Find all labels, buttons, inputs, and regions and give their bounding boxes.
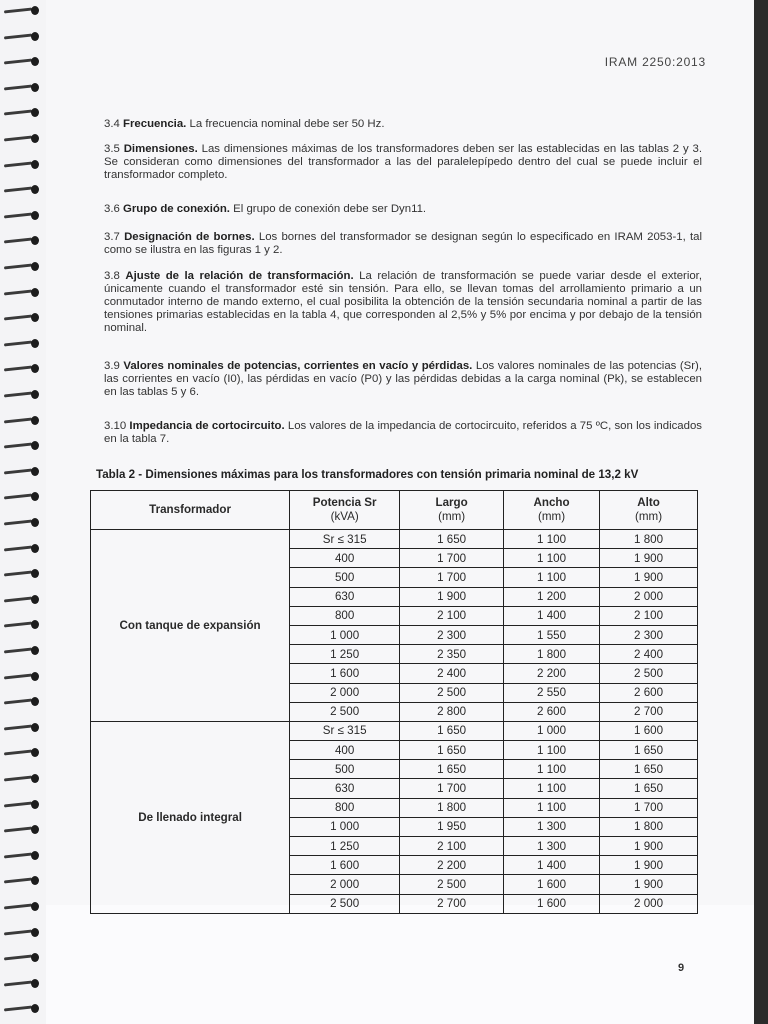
column-header: Transformador (91, 491, 290, 530)
section-number: 3.8 (104, 270, 120, 282)
page-number: 9 (678, 962, 685, 974)
section-number: 3.4 (104, 118, 120, 130)
table-cell: 2 350 (400, 645, 504, 664)
table-cell: 2 200 (504, 664, 600, 683)
table-cell: 2 200 (400, 856, 504, 875)
section-number: 3.9 (104, 360, 120, 372)
table-cell: 2 300 (600, 625, 698, 644)
table-cell: 1 250 (290, 645, 400, 664)
table-cell: 2 500 (290, 702, 400, 721)
binding-ring (4, 851, 38, 861)
section-text: La relación de transformación se puede variar desde el exterior, únicamente cuando el transformador esté sin tensión. Para ello, se llevan tomas del arrollamiento primario a un conmutador interno de mando externo, el cual posibilita la obtención de la tensión secundaria nominal a partir de las tensiones primarias establecidas en la tabla 4, que corresponden al 2,5% y 5% por encima y por debajo de la tensión nominal. (104, 270, 703, 334)
table-cell: 1 600 (290, 856, 400, 875)
column-header: Potencia Sr (kVA) (290, 491, 400, 530)
binding-ring (4, 595, 38, 605)
table-cell: 800 (290, 606, 400, 625)
binding-ring (4, 467, 38, 477)
table-cell: 1 800 (600, 817, 698, 836)
binding-ring (4, 339, 38, 349)
section-heading: Dimensiones. (123, 143, 198, 155)
binding-ring (4, 979, 38, 989)
binding-ring (4, 774, 38, 784)
table-cell: 1 600 (504, 894, 600, 913)
section-3-9 (104, 360, 702, 399)
table-cell: 1 600 (290, 664, 400, 683)
binding-ring (4, 57, 38, 67)
table-cell: 1 700 (600, 798, 698, 817)
table-cell: 2 500 (400, 875, 504, 894)
table-cell: 1 900 (600, 549, 698, 568)
table-cell: 1 700 (400, 549, 504, 568)
binding-ring (4, 646, 38, 656)
binding-ring (4, 697, 38, 707)
binding-ring (4, 1004, 38, 1014)
table-cell: 1 100 (504, 741, 600, 760)
table-cell: 1 600 (600, 721, 698, 740)
binding-ring (4, 390, 38, 400)
table-cell: 1 650 (600, 741, 698, 760)
table-cell: 1 000 (290, 817, 400, 836)
table-cell: 2 500 (600, 664, 698, 683)
binding-ring (4, 492, 38, 502)
binding-ring (4, 723, 38, 733)
section-heading: Impedancia de cortocircuito. (129, 420, 285, 432)
section-3-8 (104, 270, 702, 335)
binding-ring (4, 160, 38, 170)
table-cell: 2 400 (600, 645, 698, 664)
table-cell: 1 200 (504, 587, 600, 606)
table-cell: 500 (290, 568, 400, 587)
table-cell: 400 (290, 549, 400, 568)
section-text: Los bornes del transformador se designan según lo especificado en IRAM 2053-1, tal como se ilustra en las figuras 1 y 2. (104, 231, 702, 256)
table-cell: 1 250 (290, 837, 400, 856)
table-cell: 1 100 (504, 779, 600, 798)
table-cell: 2 100 (400, 606, 504, 625)
table-cell: 1 650 (600, 779, 698, 798)
table-cell: 1 300 (504, 817, 600, 836)
table-cell: 2 000 (600, 587, 698, 606)
section-number: 3.6 (104, 203, 120, 215)
table-cell: 2 000 (290, 683, 400, 702)
binding-ring (4, 236, 38, 246)
section-heading: Valores nominales de potencias, corrientes en vacío y pérdidas. (123, 360, 473, 372)
table-cell: 1 100 (504, 568, 600, 587)
table-cell: 1 900 (600, 568, 698, 587)
section-text: El grupo de conexión debe ser Dyn11. (233, 203, 427, 215)
transformer-type-cell: Con tanque de expansión (91, 530, 290, 722)
table-cell: 1 900 (600, 875, 698, 894)
table-cell: 1 400 (504, 856, 600, 875)
column-header: Ancho (mm) (504, 491, 600, 530)
document-code: IRAM 2250:2013 (604, 55, 706, 69)
table-cell: 2 000 (290, 875, 400, 894)
binding-ring (4, 544, 38, 554)
table-cell: 1 950 (400, 817, 504, 836)
spiral-binding (0, 0, 46, 1024)
binding-ring (4, 441, 38, 451)
table-cell: 1 100 (504, 760, 600, 779)
table-cell: 2 500 (400, 683, 504, 702)
table-cell: 2 550 (504, 683, 600, 702)
table-header-row (91, 491, 698, 530)
binding-ring (4, 953, 38, 963)
binding-ring (4, 748, 38, 758)
table-cell: 1 550 (504, 625, 600, 644)
binding-ring (4, 108, 38, 118)
section-3-10 (104, 420, 702, 446)
table-cell: 2 100 (400, 837, 504, 856)
table-cell: 2 400 (400, 664, 504, 683)
table-row (91, 721, 698, 740)
table-cell: 630 (290, 779, 400, 798)
table-cell: 1 800 (400, 798, 504, 817)
section-text: Los valores de la impedancia de cortocircuito, referidos a 75 ºC, son los indicados en la tabla 7. (104, 420, 703, 445)
section-heading: Ajuste de la relación de transformación. (125, 270, 354, 282)
table-cell: 1 900 (400, 587, 504, 606)
table-cell: 800 (290, 798, 400, 817)
table-cell: 1 700 (400, 779, 504, 798)
binding-ring (4, 211, 38, 221)
section-heading: Designación de bornes. (124, 231, 255, 243)
table-cell: 1 600 (504, 875, 600, 894)
table-cell: 1 650 (400, 741, 504, 760)
section-number: 3.5 (104, 143, 120, 155)
column-header: Alto (mm) (600, 491, 698, 530)
dimensions-table (90, 490, 698, 914)
table-cell: 1 650 (600, 760, 698, 779)
binding-ring (4, 518, 38, 528)
binding-ring (4, 6, 38, 16)
binding-ring (4, 825, 38, 835)
binding-ring (4, 800, 38, 810)
binding-ring (4, 620, 38, 630)
table-cell: 2 600 (504, 702, 600, 721)
table-cell: 1 100 (504, 530, 600, 549)
binding-ring (4, 928, 38, 938)
binding-ring (4, 902, 38, 912)
table-cell: 2 300 (400, 625, 504, 644)
table-cell: 630 (290, 587, 400, 606)
table-cell: Sr ≤ 315 (290, 530, 400, 549)
table-cell: 2 100 (600, 606, 698, 625)
table-cell: 1 300 (504, 837, 600, 856)
table-cell: 2 000 (600, 894, 698, 913)
binding-ring (4, 262, 38, 272)
column-header: Largo (mm) (400, 491, 504, 530)
binding-ring (4, 83, 38, 93)
binding-ring (4, 313, 38, 323)
table-cell: 1 900 (600, 856, 698, 875)
section-text: Las dimensiones máximas de los transformadores deben ser las establecidas en las tablas 2 y 3. Se consideran como dimensiones del transformador a las del paralelepípedo dentro del cual se puede incluir el transformador completo. (104, 143, 702, 181)
section-heading: Grupo de conexión. (123, 203, 230, 215)
table-cell: 1 000 (290, 625, 400, 644)
table-cell: 1 100 (504, 549, 600, 568)
section-number: 3.7 (104, 231, 120, 243)
table-cell: Sr ≤ 315 (290, 721, 400, 740)
table-cell: 400 (290, 741, 400, 760)
section-3-5 (104, 143, 702, 182)
binding-ring (4, 672, 38, 682)
table-cell: 1 650 (400, 721, 504, 740)
table-cell: 1 650 (400, 760, 504, 779)
binding-ring (4, 416, 38, 426)
table-cell: 1 650 (400, 530, 504, 549)
table-cell: 2 600 (600, 683, 698, 702)
table-cell: 1 400 (504, 606, 600, 625)
table-row (91, 530, 698, 549)
binding-ring (4, 569, 38, 579)
table-cell: 1 800 (600, 530, 698, 549)
table-caption: Tabla 2 - Dimensiones máximas para los transformadores con tensión primaria nominal de 13,2 kV (96, 468, 639, 481)
table-cell: 1 800 (504, 645, 600, 664)
table-cell: 1 700 (400, 568, 504, 587)
table-cell: 2 500 (290, 894, 400, 913)
binding-ring (4, 876, 38, 886)
section-3-4 (104, 118, 702, 131)
binding-ring (4, 134, 38, 144)
page-edge-shadow (754, 0, 768, 1024)
table-cell: 1 900 (600, 837, 698, 856)
binding-ring (4, 32, 38, 42)
section-text: La frecuencia nominal debe ser 50 Hz. (189, 118, 385, 130)
binding-ring (4, 185, 38, 195)
section-number: 3.10 (104, 420, 127, 432)
section-3-7 (104, 231, 702, 257)
table-cell: 1 100 (504, 798, 600, 817)
table-cell: 500 (290, 760, 400, 779)
table-cell: 2 800 (400, 702, 504, 721)
section-3-6 (104, 203, 702, 216)
binding-ring (4, 288, 38, 298)
table-cell: 2 700 (400, 894, 504, 913)
section-heading: Frecuencia. (123, 118, 187, 130)
transformer-type-cell: De llenado integral (91, 721, 290, 913)
table-cell: 2 700 (600, 702, 698, 721)
section-text: Los valores nominales de las potencias (Sr), las corrientes en vacío (I0), las pérdidas en vacío (P0) y las pérdidas debidas a la carga nominal (Pk), se establecen en las tablas 5 y 6. (104, 360, 703, 398)
table-cell: 1 000 (504, 721, 600, 740)
binding-ring (4, 364, 38, 374)
underlying-sheet (46, 905, 754, 1024)
